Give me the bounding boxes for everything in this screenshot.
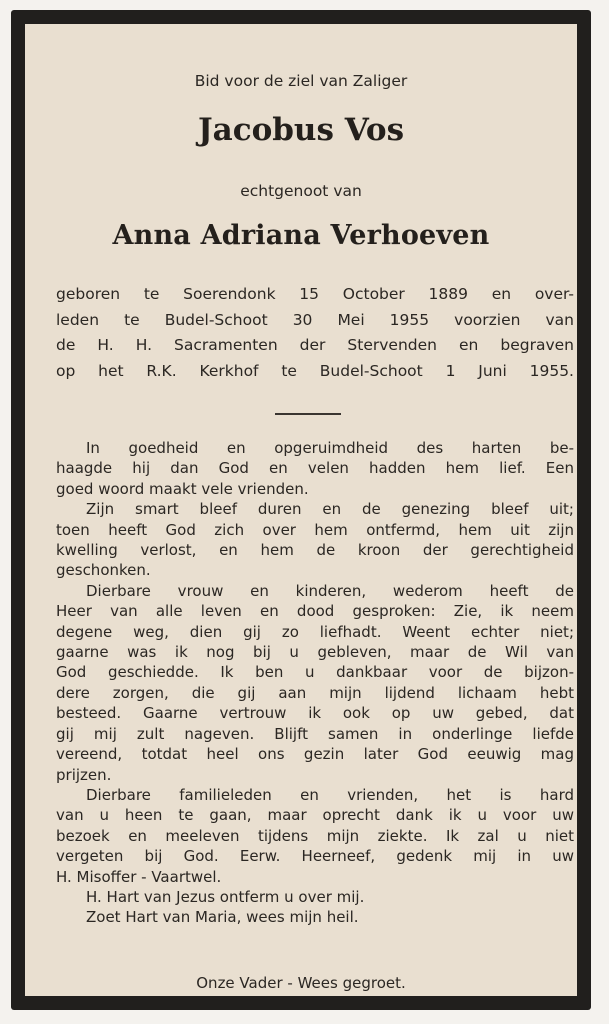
text-line: dere zorgen, die gij aan mijn lijdend lichaam hebt <box>56 683 574 702</box>
spouse-name: Anna Adriana Verhoeven <box>112 220 490 251</box>
text-line: goed woord maakt vele vrienden. <box>56 479 309 498</box>
text-line: Dierbare vrouw en kinderen, wederom heeft de <box>86 581 574 600</box>
text-line: geschonken. <box>56 561 151 580</box>
text-line: van u heen te gaan, maar oprecht dank ik u voor uw <box>56 806 574 825</box>
text-line: Zoet Hart van Maria, wees mijn heil. <box>86 908 359 927</box>
deceased-name: Jacobus Vos <box>197 112 405 148</box>
bio-line: leden te Budel-Schoot 30 Mei 1955 voorzien van <box>56 310 574 329</box>
text-line: Heer van alle leven en dood gesproken: Zie, ik neem <box>56 602 574 621</box>
text-line: bezoek en meeleven tijdens mijn ziekte. Ik zal u niet <box>56 826 574 845</box>
memorial-card <box>11 10 591 1010</box>
text-line: gij mij zult nageven. Blijft samen in onderlinge liefde <box>56 724 574 743</box>
card-paper <box>25 24 577 996</box>
spouse-label: echtgenoot van <box>240 182 362 200</box>
text-line: vereend, totdat heel ons gezin later God eeuwig mag <box>56 745 574 764</box>
text-line: toen heeft God zich over hem ontfermd, hem uit zijn <box>56 520 574 539</box>
text-line: In goedheid en opgeruimdheid des harten be- <box>86 439 574 457</box>
text-line: H. Hart van Jezus ontferm u over mij. <box>86 887 365 906</box>
prayer-intro: Bid voor de ziel van Zaliger <box>194 72 408 90</box>
biography <box>56 282 574 384</box>
text-line: degene weg, dien gij zo liefhadt. Weent echter niet; <box>56 622 574 641</box>
bio-line: de H. H. Sacramenten der Stervenden en begraven <box>56 336 574 354</box>
bio-line: geboren te Soerendonk 15 October 1889 en over- <box>56 285 574 303</box>
bio-line: op het R.K. Kerkhof te Budel-Schoot 1 Juni 1955. <box>56 361 574 380</box>
text-line: vergeten bij God. Eerw. Heerneef, gedenk mij in uw <box>56 847 574 866</box>
text-line: H. Misoffer - Vaartwel. <box>56 867 222 886</box>
text-line: Zijn smart bleef duren en de genezing bleef uit; <box>86 500 574 519</box>
text-line: prijzen. <box>56 765 112 784</box>
memorial-text <box>56 438 574 928</box>
text-line: besteed. Gaarne vertrouw ik ook op uw gebed, dat <box>56 704 574 723</box>
text-line: kwelling verlost, en hem de kroon der gerechtigheid <box>56 541 574 560</box>
text-line: gaarne was ik nog bij u gebleven, maar de Wil van <box>56 643 574 662</box>
divider-line <box>275 413 341 415</box>
text-line: haagde hij dan God en velen hadden hem lief. Een <box>56 459 574 478</box>
closing-prayer: Onze Vader - Wees gegroet. <box>196 974 406 992</box>
text-line: God geschiedde. Ik ben u dankbaar voor de bijzon- <box>56 663 574 682</box>
text-line: Dierbare familieleden en vrienden, het is hard <box>86 785 574 804</box>
